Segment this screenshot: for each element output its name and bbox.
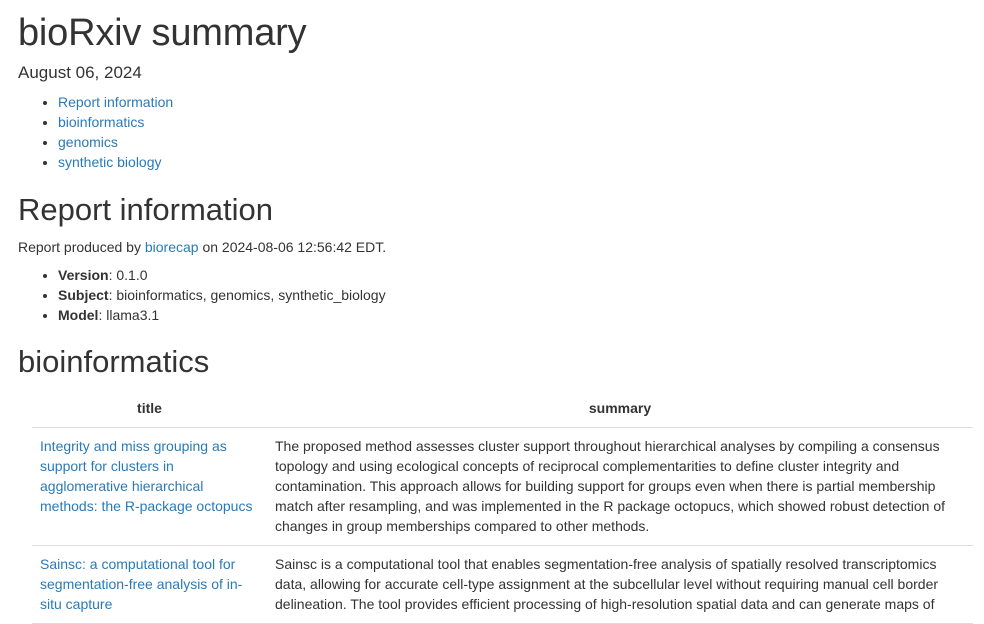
toc-link-synthetic-biology[interactable]: synthetic biology — [58, 154, 162, 170]
report-produced-line — [18, 237, 386, 257]
toc-item — [58, 132, 173, 152]
page-title: bioRxiv summary — [18, 12, 307, 54]
report-produced-suffix: on 2024-08-06 12:56:42 EDT. — [202, 239, 387, 255]
meta-value: : llama3.1 — [98, 307, 160, 323]
toc-link-report-information[interactable]: Report information — [58, 94, 174, 110]
table-row — [32, 546, 973, 624]
report-metadata-list — [18, 265, 386, 325]
toc-link-bioinformatics[interactable]: bioinformatics — [58, 114, 145, 130]
report-produced-prefix: Report produced by — [18, 239, 141, 255]
paper-summary: The proposed method assesses cluster support throughout hierarchical analyses by compiling a consensus topology and using ecological concepts of reciprocal complementarities to define cluster integrity and contamination. This approach allows for building support for groups even when there is partial membership match after resampling, and was implemented in the R package octopucs, which showed robust detection of changes in group memberships compared to other methods. — [267, 428, 973, 546]
bioinformatics-table — [32, 394, 973, 624]
paper-title-cell — [32, 546, 267, 624]
table-header-row — [32, 394, 973, 428]
paper-title-link[interactable]: Sainsc: a computational tool for segmentation-free analysis of in-situ capture — [40, 556, 243, 612]
meta-value: : bioinformatics, genomics, synthetic_biology — [108, 287, 386, 303]
toc-item — [58, 152, 173, 172]
table-row — [32, 428, 973, 546]
bioinformatics-heading: bioinformatics — [18, 344, 210, 379]
report-information-heading: Report information — [18, 192, 274, 227]
meta-key: Subject — [58, 287, 109, 303]
toc-item — [58, 92, 173, 112]
paper-title-cell — [32, 428, 267, 546]
biorecap-link[interactable]: biorecap — [144, 239, 199, 255]
column-header-title: title — [32, 394, 267, 428]
meta-item-subject — [58, 285, 386, 305]
meta-item-model — [58, 305, 386, 325]
paper-summary: Sainsc is a computational tool that enables segmentation-free analysis of spatially resolved transcriptomics data, allowing for accurate cell-type assignment at the subcellular level without requiring manual cell border delineation. The tool provides efficient processing of high-resolution spatial data and can generate maps of — [267, 546, 973, 624]
toc-item — [58, 112, 173, 132]
meta-value: : 0.1.0 — [108, 267, 148, 283]
toc-link-genomics[interactable]: genomics — [58, 134, 118, 150]
report-date: August 06, 2024 — [18, 63, 142, 82]
column-header-summary: summary — [267, 394, 973, 428]
paper-title-link[interactable]: Integrity and miss grouping as support for clusters in agglomerative hierarchical methods: the R-package octopucs — [40, 438, 253, 514]
meta-key: Model — [58, 307, 99, 323]
meta-item-version — [58, 265, 386, 285]
table-of-contents — [18, 92, 173, 172]
meta-key: Version — [58, 267, 109, 283]
